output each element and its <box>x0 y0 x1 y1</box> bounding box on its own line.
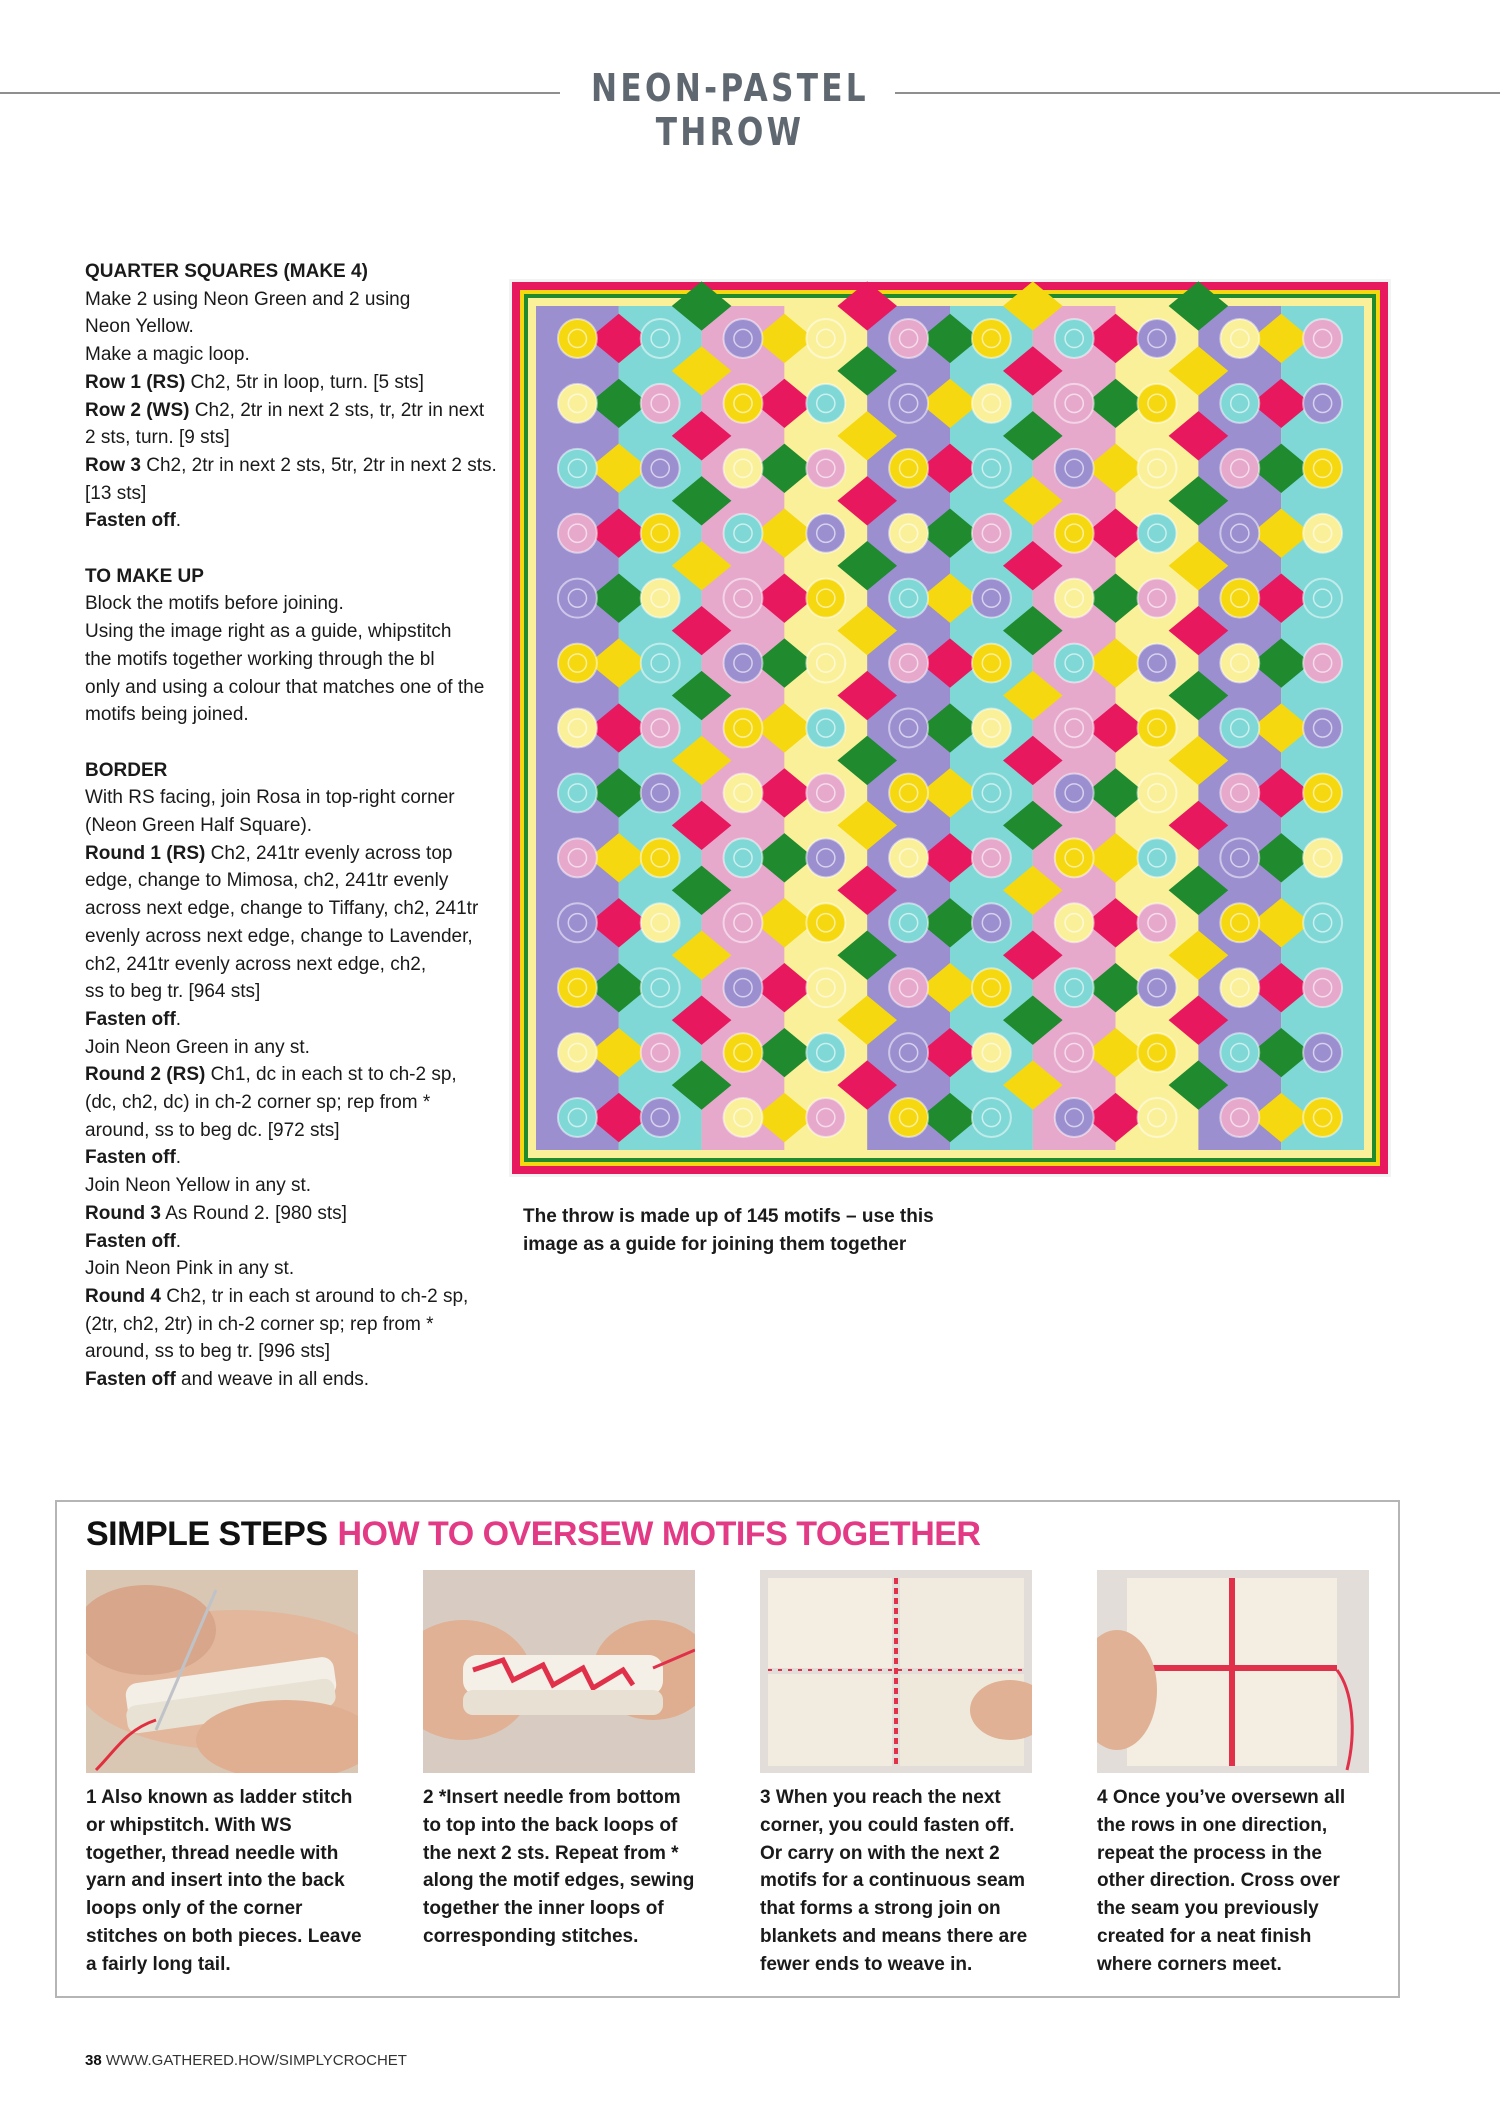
throw-motif-center <box>1303 644 1342 683</box>
step-3-photo <box>760 1570 1032 1773</box>
step-line: where corners meet. <box>1097 1953 1282 1975</box>
throw-motif-center <box>1220 319 1259 358</box>
throw-motif-center <box>1055 968 1094 1007</box>
throw-motif-center <box>724 319 763 358</box>
throw-motif-center <box>972 1098 1011 1137</box>
throw-motif-center <box>1303 514 1342 553</box>
row-label: Round 1 (RS) <box>85 842 206 864</box>
throw-motif-center <box>889 579 928 618</box>
caption-line: The throw is made up of 145 motifs – use this <box>523 1206 934 1227</box>
throw-motif-center <box>889 709 928 748</box>
throw-motif-center <box>806 968 845 1007</box>
instruction-line: edge, change to Mimosa, ch2, 241tr evenly <box>85 870 449 892</box>
throw-motif-center <box>889 968 928 1007</box>
throw-motif-center <box>641 838 680 877</box>
footer-url: WWW.GATHERED.HOW/SIMPLYCROCHET <box>105 2052 407 2069</box>
step-1-text <box>86 1784 371 1979</box>
throw-motif-center <box>558 644 597 683</box>
step-line: 4 Once you’ve oversewn all <box>1097 1787 1346 1808</box>
page-title: NEON-PASTEL THROW <box>591 66 869 154</box>
throw-motif-center <box>1220 514 1259 553</box>
step-line: other direction. Cross over <box>1097 1870 1340 1892</box>
throw-motif-center <box>1138 644 1177 683</box>
instruction-row: Fasten off. <box>85 1008 182 1030</box>
throw-motif-center <box>1220 773 1259 812</box>
instruction-row: Fasten off. <box>85 1147 182 1169</box>
throw-motif-center <box>724 838 763 877</box>
throw-motif-center <box>641 644 680 683</box>
throw-motif-center <box>1138 838 1177 877</box>
step-line: a fairly long tail. <box>86 1953 231 1975</box>
throw-motif-center <box>1303 319 1342 358</box>
throw-motif-center <box>889 449 928 488</box>
step-line: 1 Also known as ladder stitch <box>86 1787 353 1808</box>
throw-motif-center <box>972 644 1011 683</box>
throw-motif-center <box>641 903 680 942</box>
throw-motif-center <box>1303 709 1342 748</box>
throw-motif-center <box>1303 449 1342 488</box>
throw-motif-center <box>558 449 597 488</box>
section-heading: QUARTER SQUARES (MAKE 4) <box>85 261 368 282</box>
instruction-row: Row 2 (WS) Ch2, 2tr in next 2 sts, tr, 2tr in next <box>85 399 485 421</box>
instruction-row: Round 1 (RS) Ch2, 241tr evenly across top <box>85 842 453 864</box>
throw-motif-center <box>806 709 845 748</box>
throw-motif-center <box>972 773 1011 812</box>
throw-motif-center <box>972 449 1011 488</box>
step-line: corresponding stitches. <box>423 1925 639 1947</box>
throw-motif-center <box>889 903 928 942</box>
throw-motif-center <box>1303 968 1342 1007</box>
throw-motif-center <box>1055 1033 1094 1072</box>
throw-motif-center <box>972 319 1011 358</box>
step-line: repeat the process in the <box>1097 1842 1322 1864</box>
throw-motif-center <box>641 579 680 618</box>
throw-motif-center <box>641 709 680 748</box>
throw-motif-center <box>724 773 763 812</box>
row-label: Round 3 <box>85 1202 161 1224</box>
throw-motif-center <box>1220 903 1259 942</box>
instruction-row: Round 2 (RS) Ch1, dc in each st to ch-2 sp, <box>85 1064 457 1086</box>
throw-motif-center <box>1055 903 1094 942</box>
throw-motif-center <box>1055 773 1094 812</box>
instruction-line: Join Neon Pink in any st. <box>85 1258 295 1280</box>
throw-motif-center <box>1220 1098 1259 1137</box>
step-line: 3 When you reach the next <box>760 1787 1001 1808</box>
throw-illustration <box>509 279 1391 1177</box>
throw-motif-center <box>558 514 597 553</box>
instruction-line: Make a magic loop. <box>85 344 250 366</box>
step-line: blankets and means there are <box>760 1925 1028 1947</box>
throw-motif-center <box>1138 384 1177 423</box>
throw-motif-center <box>972 384 1011 423</box>
throw-motif-center <box>724 384 763 423</box>
throw-motif-center <box>1055 579 1094 618</box>
instruction-line: (2tr, ch2, 2tr) in ch-2 corner sp; rep from * <box>85 1313 434 1335</box>
step-line: together, thread needle with <box>86 1842 339 1864</box>
step-line: the seam you previously <box>1097 1898 1319 1920</box>
row-label: Fasten off <box>85 1230 176 1252</box>
instruction-row: Row 1 (RS) Ch2, 5tr in loop, turn. [5 sts] <box>85 371 424 393</box>
instruction-line: motifs being joined. <box>85 704 249 726</box>
throw-motif-center <box>889 514 928 553</box>
throw-motif-center <box>1138 968 1177 1007</box>
throw-motif-center <box>806 838 845 877</box>
throw-motif-center <box>641 968 680 1007</box>
spacer <box>85 729 505 757</box>
step-1-photo <box>86 1570 358 1773</box>
throw-motif-center <box>724 579 763 618</box>
row-label: Fasten off <box>85 1008 176 1030</box>
step-line: loops only of the corner <box>86 1898 303 1920</box>
throw-motif-center <box>1220 449 1259 488</box>
row-label: Fasten off <box>85 510 176 532</box>
throw-motif-center <box>972 903 1011 942</box>
step-line: created for a neat finish <box>1097 1925 1312 1947</box>
throw-motif-center <box>1303 1033 1342 1072</box>
instruction-row: Fasten off and weave in all ends. <box>85 1369 370 1391</box>
throw-motif-center <box>806 1033 845 1072</box>
instruction-line: Using the image right as a guide, whipstitch <box>85 621 452 643</box>
throw-motif-center <box>806 514 845 553</box>
step-line: to top into the back loops of <box>423 1814 678 1836</box>
step-line: or whipstitch. With WS <box>86 1814 292 1836</box>
throw-motif-center <box>806 579 845 618</box>
throw-motif-center <box>889 838 928 877</box>
throw-motif-center <box>724 968 763 1007</box>
throw-motif-center <box>972 709 1011 748</box>
instruction-line: [13 sts] <box>85 482 147 504</box>
throw-photo <box>509 279 1391 1177</box>
step-line: Or carry on with the next 2 <box>760 1842 1000 1864</box>
step-line: fewer ends to weave in. <box>760 1953 973 1975</box>
throw-motif-center <box>1220 838 1259 877</box>
instruction-line: Neon Yellow. <box>85 316 194 338</box>
step-line: together the inner loops of <box>423 1898 664 1920</box>
throw-motif-center <box>889 1033 928 1072</box>
instruction-line: (dc, ch2, dc) in ch-2 corner sp; rep from * <box>85 1092 431 1114</box>
throw-motif-center <box>641 514 680 553</box>
step-2-photo <box>423 1570 695 1773</box>
step-line: yarn and insert into the back <box>86 1870 345 1892</box>
throw-motif-center <box>1138 1098 1177 1137</box>
throw-motif-center <box>1138 709 1177 748</box>
spacer <box>85 535 505 563</box>
throw-motif-center <box>558 773 597 812</box>
throw-motif-center <box>972 838 1011 877</box>
throw-motif-center <box>1138 319 1177 358</box>
throw-motif-center <box>1138 773 1177 812</box>
throw-motif-center <box>1220 968 1259 1007</box>
instruction-row: Round 4 Ch2, tr in each st around to ch-2 sp, <box>85 1285 469 1307</box>
step-3-text <box>760 1784 1045 1979</box>
throw-motif-center <box>806 449 845 488</box>
instruction-line: Make 2 using Neon Green and 2 using <box>85 288 411 310</box>
throw-motif-center <box>806 384 845 423</box>
throw-motif-center <box>1220 709 1259 748</box>
throw-motif-center <box>1055 514 1094 553</box>
throw-motif-center <box>806 773 845 812</box>
step-line: motifs for a continuous seam <box>760 1870 1025 1892</box>
step-line: 2 *Insert needle from bottom <box>423 1787 681 1808</box>
instruction-line: around, ss to beg tr. [996 sts] <box>85 1341 331 1363</box>
steps-title-pink: HOW TO OVERSEW MOTIFS TOGETHER <box>337 1515 981 1553</box>
row-label: Row 3 <box>85 454 141 476</box>
step-2-text <box>423 1784 708 1951</box>
step-line: stitches on both pieces. Leave <box>86 1925 362 1947</box>
throw-motif-center <box>1303 1098 1342 1137</box>
throw-motif-center <box>1220 1033 1259 1072</box>
steps-title-black: SIMPLE STEPS <box>86 1515 328 1553</box>
row-label: Row 1 (RS) <box>85 371 186 393</box>
row-label: Fasten off <box>85 1147 176 1169</box>
throw-motif-center <box>1138 449 1177 488</box>
throw-motif-center <box>558 319 597 358</box>
caption-line: image as a guide for joining them together <box>523 1234 907 1255</box>
throw-motif-center <box>806 903 845 942</box>
header-rule-left <box>0 92 560 94</box>
instruction-line: Join Neon Green in any st. <box>85 1036 310 1058</box>
section-heading: BORDER <box>85 759 168 781</box>
throw-motif-center <box>558 903 597 942</box>
throw-motif-center <box>641 773 680 812</box>
throw-motif-center <box>1138 514 1177 553</box>
throw-motif-center <box>1138 1033 1177 1072</box>
instruction-line: ss to beg tr. [964 sts] <box>85 981 261 1003</box>
throw-motif-center <box>1055 319 1094 358</box>
throw-motif-center <box>641 449 680 488</box>
throw-motif-center <box>806 1098 845 1137</box>
instruction-line: Join Neon Yellow in any st. <box>85 1175 312 1197</box>
header-rule-right <box>895 92 1500 94</box>
throw-motif-center <box>724 514 763 553</box>
throw-motif-center <box>972 579 1011 618</box>
instruction-row: Row 3 Ch2, 2tr in next 2 sts, 5tr, 2tr in next 2 sts. <box>85 454 497 476</box>
page-number: 38 <box>85 2052 102 2069</box>
throw-motif-center <box>972 1033 1011 1072</box>
throw-motif-center <box>889 644 928 683</box>
throw-motif-center <box>641 384 680 423</box>
row-label: Round 2 (RS) <box>85 1064 206 1086</box>
step-line: that forms a strong join on <box>760 1898 1001 1920</box>
throw-motif-center <box>889 1098 928 1137</box>
page-footer <box>85 2052 407 2069</box>
throw-motif-center <box>1055 838 1094 877</box>
instruction-line: With RS facing, join Rosa in top-right corner <box>85 787 455 809</box>
instruction-row: Round 3 As Round 2. [980 sts] <box>85 1202 347 1224</box>
throw-motif-center <box>558 838 597 877</box>
throw-motif-center <box>724 709 763 748</box>
photo-caption <box>523 1203 943 1259</box>
row-label: Fasten off <box>85 1369 176 1391</box>
throw-motif-center <box>558 384 597 423</box>
throw-motif-center <box>1303 838 1342 877</box>
throw-motif-center <box>641 1098 680 1137</box>
throw-motif-center <box>641 319 680 358</box>
throw-motif-center <box>1055 449 1094 488</box>
step-4-photo <box>1097 1570 1369 1773</box>
throw-motif-center <box>1303 384 1342 423</box>
instruction-line: ch2, 241tr evenly across next edge, ch2, <box>85 953 427 975</box>
steps-heading <box>86 1515 981 1554</box>
throw-motif-center <box>724 644 763 683</box>
instruction-line: around, ss to beg dc. [972 sts] <box>85 1119 340 1141</box>
throw-motif-center <box>1138 903 1177 942</box>
throw-motif-center <box>558 579 597 618</box>
throw-motif-center <box>806 644 845 683</box>
throw-motif-center <box>1220 384 1259 423</box>
throw-motif-center <box>889 773 928 812</box>
instruction-line: across next edge, change to Tiffany, ch2, 241tr <box>85 898 479 920</box>
throw-motif-center <box>889 319 928 358</box>
throw-motif-center <box>558 968 597 1007</box>
step-line: corner, you could fasten off. <box>760 1814 1015 1836</box>
throw-motif-center <box>641 1033 680 1072</box>
throw-motif-center <box>1138 579 1177 618</box>
instruction-line: evenly across next edge, change to Lavender, <box>85 925 473 947</box>
instruction-line: (Neon Green Half Square). <box>85 815 313 837</box>
throw-motif-center <box>1220 644 1259 683</box>
row-label: Round 4 <box>85 1285 161 1307</box>
instruction-row: Fasten off. <box>85 1230 182 1252</box>
step-line: the rows in one direction, <box>1097 1814 1328 1836</box>
throw-motif-center <box>1055 644 1094 683</box>
throw-motif-center <box>1055 709 1094 748</box>
throw-motif-center <box>1303 773 1342 812</box>
throw-motif-center <box>724 449 763 488</box>
throw-motif-center <box>558 1098 597 1137</box>
throw-motif-center <box>558 1033 597 1072</box>
throw-motif-center <box>1220 579 1259 618</box>
instruction-row: Fasten off. <box>85 510 182 532</box>
throw-motif-center <box>724 903 763 942</box>
throw-motif-center <box>806 319 845 358</box>
throw-motif-center <box>558 709 597 748</box>
instruction-line: the motifs together working through the bl <box>85 648 435 670</box>
throw-motif-center <box>1303 903 1342 942</box>
throw-motif-center <box>1303 579 1342 618</box>
throw-motif-center <box>889 384 928 423</box>
row-label: Row 2 (WS) <box>85 399 190 421</box>
instruction-line: only and using a colour that matches one of the <box>85 676 485 698</box>
throw-motif-center <box>1055 1098 1094 1137</box>
throw-motif-center <box>972 514 1011 553</box>
pattern-instructions <box>85 258 505 1394</box>
instruction-line: 2 sts, turn. [9 sts] <box>85 427 230 449</box>
step-line: the next 2 sts. Repeat from * <box>423 1842 679 1864</box>
throw-motif-center <box>724 1033 763 1072</box>
instruction-line: Block the motifs before joining. <box>85 593 344 615</box>
step-4-text <box>1097 1784 1382 1979</box>
step-line: along the motif edges, sewing <box>423 1870 695 1892</box>
throw-motif-center <box>1055 384 1094 423</box>
section-heading: TO MAKE UP <box>85 565 204 587</box>
throw-motif-center <box>724 1098 763 1137</box>
throw-motif-center <box>972 968 1011 1007</box>
